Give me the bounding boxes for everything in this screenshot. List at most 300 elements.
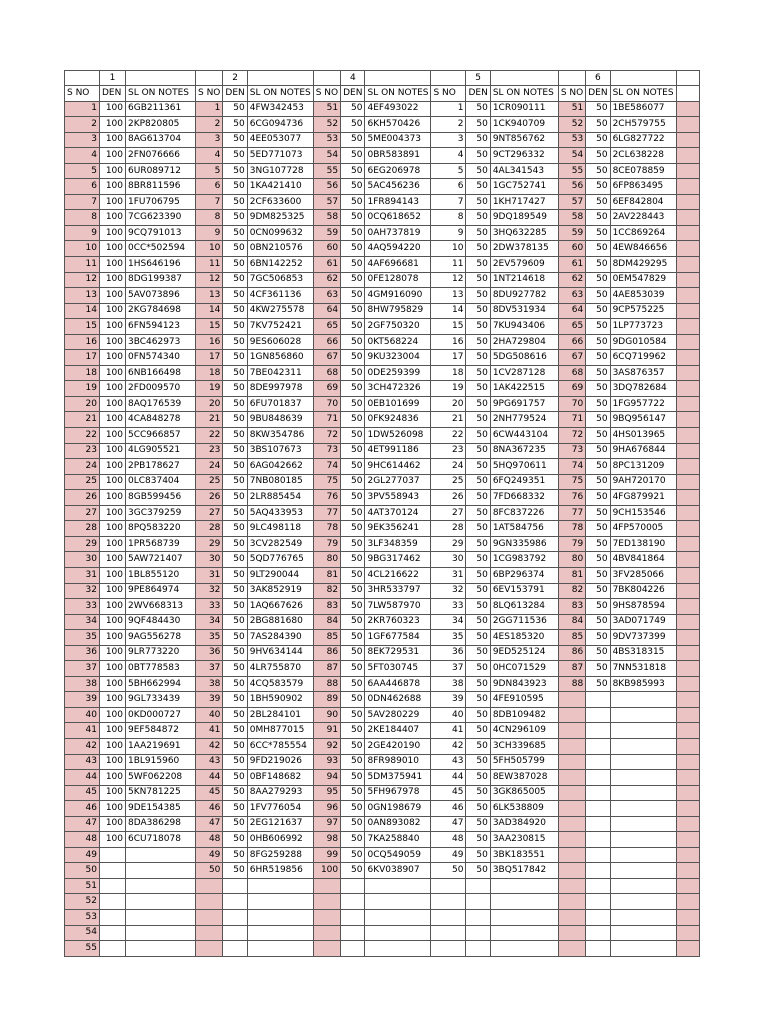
serial-number-cell: 1FV776054 — [247, 801, 313, 817]
serial-index-cell: 51 — [313, 101, 340, 117]
serial-index-cell: 3 — [65, 132, 100, 148]
serial-number-cell: 0EB101699 — [365, 396, 431, 412]
denomination-cell: 100 — [100, 443, 126, 459]
denomination-cell: 50 — [466, 210, 490, 226]
serial-index-cell — [558, 707, 585, 723]
denomination-cell: 100 — [100, 599, 126, 615]
serial-index-cell: 8 — [431, 210, 466, 226]
table-row — [65, 241, 700, 257]
column-header: SL ON NOTES — [247, 86, 313, 102]
serial-index-cell: 46 — [196, 801, 223, 817]
serial-number-cell: 9DN843923 — [490, 676, 558, 692]
denomination-cell: 50 — [223, 707, 247, 723]
denomination-cell: 50 — [341, 645, 365, 661]
denomination-cell: 50 — [466, 117, 490, 133]
serial-number-cell — [490, 909, 558, 925]
serial-number-cell: 9HS878594 — [610, 599, 676, 615]
serial-index-cell: 43 — [65, 754, 100, 770]
denomination-cell — [100, 941, 126, 957]
denomination-cell: 100 — [100, 148, 126, 164]
denomination-cell: 50 — [341, 676, 365, 692]
serial-number-cell: 9DQ189549 — [490, 210, 558, 226]
serial-index-cell: 12 — [65, 272, 100, 288]
serial-index-cell: 55 — [313, 163, 340, 179]
serial-number-cell: 5ME004373 — [365, 132, 431, 148]
serial-number-cell: 1CG983792 — [490, 552, 558, 568]
serial-index-cell: 37 — [196, 661, 223, 677]
denomination-cell: 50 — [223, 847, 247, 863]
serial-number-cell: 8KW354786 — [247, 428, 313, 444]
denomination-cell: 50 — [586, 163, 610, 179]
denomination-cell: 50 — [466, 148, 490, 164]
serial-index-cell — [676, 941, 699, 957]
serial-number-cell: 6HR519856 — [247, 863, 313, 879]
serial-number-cell: 8HW795829 — [365, 303, 431, 319]
denomination-cell: 50 — [586, 225, 610, 241]
denomination-cell: 50 — [223, 770, 247, 786]
serial-index-cell: 70 — [313, 396, 340, 412]
table-row — [65, 630, 700, 646]
serial-index-cell: 9 — [65, 225, 100, 241]
denomination-cell: 50 — [466, 365, 490, 381]
denomination-cell: 50 — [223, 443, 247, 459]
denomination-cell: 100 — [100, 505, 126, 521]
serial-number-cell: 9AG556278 — [126, 630, 196, 646]
serial-index-cell: 44 — [196, 770, 223, 786]
serial-index-cell: 37 — [65, 661, 100, 677]
denomination-cell: 50 — [341, 521, 365, 537]
serial-index-cell: 1 — [65, 101, 100, 117]
serial-number-cell — [126, 878, 196, 894]
serial-number-cell: 6CQ719962 — [610, 350, 676, 366]
table-row — [65, 396, 700, 412]
serial-number-cell: 4HS013965 — [610, 428, 676, 444]
serial-index-cell: 48 — [65, 832, 100, 848]
serial-number-cell: 4CF361136 — [247, 288, 313, 304]
serial-number-cell — [126, 863, 196, 879]
serial-number-cell: 2KG784698 — [126, 303, 196, 319]
denomination-cell: 50 — [466, 863, 490, 879]
serial-index-cell: 55 — [558, 163, 585, 179]
serial-index-cell: 87 — [313, 661, 340, 677]
serial-index-cell: 59 — [313, 225, 340, 241]
table-row — [65, 163, 700, 179]
serial-number-cell: 6CU718078 — [126, 832, 196, 848]
serial-number-cell: 3HQ632285 — [490, 225, 558, 241]
serial-number-cell: 7BK804226 — [610, 583, 676, 599]
serial-number-cell: 3BS107673 — [247, 443, 313, 459]
serial-index-cell — [676, 257, 699, 273]
column-header — [676, 86, 699, 102]
denomination-cell: 50 — [586, 474, 610, 490]
blank-cell — [365, 71, 431, 86]
serial-index-cell: 16 — [431, 334, 466, 350]
denomination-cell: 50 — [586, 396, 610, 412]
denomination-cell: 50 — [223, 785, 247, 801]
serial-number-cell: 9HV634144 — [247, 645, 313, 661]
denomination-cell — [466, 909, 490, 925]
serial-number-cell: 4KW275578 — [247, 303, 313, 319]
serial-index-cell: 64 — [313, 303, 340, 319]
serial-index-cell: 26 — [431, 490, 466, 506]
serial-index-cell — [676, 785, 699, 801]
serial-index-cell: 4 — [196, 148, 223, 164]
denomination-cell: 50 — [341, 567, 365, 583]
serial-index-cell: 93 — [313, 754, 340, 770]
serial-index-cell: 40 — [65, 707, 100, 723]
serial-number-cell: 3CH339685 — [490, 738, 558, 754]
serial-index-cell: 62 — [558, 272, 585, 288]
serial-number-cell — [126, 894, 196, 910]
denomination-cell: 50 — [586, 552, 610, 568]
denomination-cell — [341, 941, 365, 957]
serial-index-cell: 33 — [196, 599, 223, 615]
serial-number-cell: 4AE853039 — [610, 288, 676, 304]
serial-index-cell: 100 — [313, 863, 340, 879]
serial-index-cell — [196, 941, 223, 957]
serial-index-cell: 10 — [431, 241, 466, 257]
serial-index-cell — [676, 925, 699, 941]
serial-index-cell: 34 — [431, 614, 466, 630]
denomination-cell — [586, 941, 610, 957]
serial-index-cell — [431, 941, 466, 957]
serial-index-cell: 24 — [431, 459, 466, 475]
serial-index-cell — [676, 832, 699, 848]
denomination-cell: 50 — [223, 163, 247, 179]
serial-index-cell — [676, 319, 699, 335]
serial-index-cell: 53 — [313, 132, 340, 148]
serial-number-cell: 5AC456236 — [365, 179, 431, 195]
serial-number-cell: 6AG042662 — [247, 459, 313, 475]
serial-index-cell: 60 — [313, 241, 340, 257]
denomination-cell: 50 — [466, 288, 490, 304]
denomination-cell: 50 — [223, 365, 247, 381]
denomination-cell: 50 — [466, 567, 490, 583]
serial-number-cell: 6EV153791 — [490, 583, 558, 599]
serial-number-cell: 1PR568739 — [126, 536, 196, 552]
table-row — [65, 738, 700, 754]
denomination-cell: 100 — [100, 101, 126, 117]
table-row — [65, 428, 700, 444]
serial-index-cell: 49 — [196, 847, 223, 863]
serial-number-cell: 9GN335986 — [490, 536, 558, 552]
serial-index-cell: 50 — [65, 863, 100, 879]
denomination-cell: 50 — [341, 459, 365, 475]
serial-number-cell: 4ES185320 — [490, 630, 558, 646]
table-row — [65, 117, 700, 133]
serial-index-cell — [558, 723, 585, 739]
denomination-cell — [100, 878, 126, 894]
serial-number-cell: 1HS646196 — [126, 257, 196, 273]
serial-number-cell: 9AH720170 — [610, 474, 676, 490]
serial-index-cell: 35 — [196, 630, 223, 646]
serial-number-cell: 8DB109482 — [490, 707, 558, 723]
denomination-cell: 100 — [100, 754, 126, 770]
serial-index-cell — [676, 801, 699, 817]
denomination-cell: 50 — [586, 614, 610, 630]
serial-index-cell: 28 — [65, 521, 100, 537]
serial-index-cell: 26 — [65, 490, 100, 506]
serial-index-cell: 36 — [196, 645, 223, 661]
serial-number-cell: 9BQ956147 — [610, 412, 676, 428]
serial-index-cell: 51 — [558, 101, 585, 117]
serial-number-cell: 4EF493022 — [365, 101, 431, 117]
table-row — [65, 334, 700, 350]
serial-number-cell: 3AS876357 — [610, 365, 676, 381]
denomination-cell: 50 — [586, 288, 610, 304]
denomination-cell: 50 — [466, 770, 490, 786]
denomination-cell — [223, 878, 247, 894]
serial-number-cell — [490, 941, 558, 957]
denomination-cell: 50 — [341, 614, 365, 630]
denomination-cell — [586, 738, 610, 754]
serial-index-cell: 13 — [196, 288, 223, 304]
denomination-cell: 50 — [341, 707, 365, 723]
serial-number-cell — [610, 754, 676, 770]
serial-index-cell: 84 — [313, 614, 340, 630]
denomination-cell: 50 — [223, 350, 247, 366]
denomination-cell: 50 — [586, 567, 610, 583]
denomination-cell: 50 — [341, 257, 365, 273]
serial-number-cell: 3AA230815 — [490, 832, 558, 848]
denomination-cell: 50 — [341, 599, 365, 615]
denomination-cell: 50 — [341, 132, 365, 148]
denomination-cell: 100 — [100, 521, 126, 537]
column-header: SL ON NOTES — [365, 86, 431, 102]
serial-index-cell: 23 — [196, 443, 223, 459]
serial-number-cell: 3HR533797 — [365, 583, 431, 599]
serial-index-cell: 1 — [431, 101, 466, 117]
denomination-cell: 100 — [100, 661, 126, 677]
serial-index-cell — [676, 163, 699, 179]
denomination-cell: 50 — [341, 396, 365, 412]
serial-index-cell: 88 — [313, 676, 340, 692]
serial-index-cell — [196, 878, 223, 894]
serial-index-cell: 61 — [313, 257, 340, 273]
serial-number-cell: 5QD776765 — [247, 552, 313, 568]
denomination-cell — [586, 801, 610, 817]
serial-index-cell: 42 — [65, 738, 100, 754]
denomination-cell: 50 — [466, 334, 490, 350]
denomination-cell: 100 — [100, 692, 126, 708]
serial-number-cell: 9EK356241 — [365, 521, 431, 537]
serial-index-cell — [676, 474, 699, 490]
denomination-cell: 50 — [586, 350, 610, 366]
serial-number-cell: 7KU943406 — [490, 319, 558, 335]
serial-index-cell: 41 — [65, 723, 100, 739]
serial-number-cell: 2DW378135 — [490, 241, 558, 257]
serial-number-cell: 1BH590902 — [247, 692, 313, 708]
denomination-cell: 50 — [466, 676, 490, 692]
serial-number-cell: 4FP570005 — [610, 521, 676, 537]
serial-index-cell — [676, 505, 699, 521]
denomination-cell: 50 — [341, 443, 365, 459]
serial-index-cell — [676, 738, 699, 754]
serial-number-cell: 5DG508616 — [490, 350, 558, 366]
serial-number-cell: 0BT778583 — [126, 661, 196, 677]
serial-index-cell: 25 — [65, 474, 100, 490]
serial-number-cell: 8DG199387 — [126, 272, 196, 288]
blank-cell — [196, 71, 223, 86]
serial-index-cell: 34 — [65, 614, 100, 630]
serial-index-cell: 2 — [431, 117, 466, 133]
serial-index-cell: 58 — [313, 210, 340, 226]
serial-number-cell: 3AD071749 — [610, 614, 676, 630]
serial-index-cell: 30 — [196, 552, 223, 568]
serial-number-cell: 6FQ249351 — [490, 474, 558, 490]
serial-number-cell: 6LG827722 — [610, 132, 676, 148]
serial-number-cell — [490, 925, 558, 941]
serial-number-cell: 1DW526098 — [365, 428, 431, 444]
serial-index-cell: 13 — [65, 288, 100, 304]
denomination-cell: 50 — [223, 505, 247, 521]
denomination-cell: 50 — [466, 816, 490, 832]
serial-number-cell: 1CK940709 — [490, 117, 558, 133]
serial-number-cell: 5FH505799 — [490, 754, 558, 770]
denomination-cell: 50 — [223, 832, 247, 848]
table-row — [65, 614, 700, 630]
denomination-cell: 100 — [100, 614, 126, 630]
denomination-cell: 100 — [100, 163, 126, 179]
denomination-cell: 50 — [466, 257, 490, 273]
denomination-cell: 100 — [100, 365, 126, 381]
serial-number-cell: 1CC869264 — [610, 225, 676, 241]
denomination-cell: 50 — [341, 272, 365, 288]
denomination-cell — [586, 770, 610, 786]
table-row — [65, 381, 700, 397]
serial-number-cell — [126, 941, 196, 957]
table-row — [65, 474, 700, 490]
serial-number-cell: 2WV668313 — [126, 599, 196, 615]
serial-index-cell — [676, 894, 699, 910]
serial-index-cell: 31 — [65, 567, 100, 583]
serial-index-cell: 34 — [196, 614, 223, 630]
serial-number-cell: 4GM916090 — [365, 288, 431, 304]
serial-index-cell: 28 — [431, 521, 466, 537]
serial-number-cell: 1LP773723 — [610, 319, 676, 335]
denomination-cell: 50 — [466, 443, 490, 459]
serial-index-cell — [558, 754, 585, 770]
serial-index-cell — [676, 661, 699, 677]
denomination-cell: 50 — [586, 630, 610, 646]
serial-index-cell — [676, 536, 699, 552]
denomination-cell: 100 — [100, 117, 126, 133]
denomination-cell: 50 — [341, 365, 365, 381]
serial-index-cell — [431, 894, 466, 910]
serial-index-cell: 24 — [196, 459, 223, 475]
serial-index-cell: 8 — [65, 210, 100, 226]
denomination-cell: 50 — [341, 816, 365, 832]
serial-index-cell: 58 — [558, 210, 585, 226]
denomination-cell: 50 — [466, 645, 490, 661]
serial-index-cell — [676, 148, 699, 164]
serial-number-cell: 4FE910595 — [490, 692, 558, 708]
denomination-cell — [223, 925, 247, 941]
serial-number-cell: 7FD668332 — [490, 490, 558, 506]
denomination-cell: 50 — [223, 630, 247, 646]
table-row — [65, 101, 700, 117]
serial-number-cell — [610, 878, 676, 894]
serial-index-cell — [558, 863, 585, 879]
serial-index-cell: 9 — [196, 225, 223, 241]
serial-index-cell — [431, 925, 466, 941]
serial-index-cell: 3 — [431, 132, 466, 148]
denomination-cell: 50 — [341, 738, 365, 754]
serial-index-cell: 7 — [431, 194, 466, 210]
serial-number-cell — [247, 941, 313, 957]
serial-number-cell: 5AV073896 — [126, 288, 196, 304]
serial-index-cell: 97 — [313, 816, 340, 832]
serial-number-cell: 1BE586077 — [610, 101, 676, 117]
serial-index-cell: 66 — [558, 334, 585, 350]
serial-number-cell: 1KH717427 — [490, 194, 558, 210]
serial-number-cell — [610, 816, 676, 832]
denomination-cell: 100 — [100, 816, 126, 832]
denomination-cell: 50 — [341, 801, 365, 817]
blank-cell — [247, 71, 313, 86]
serial-index-cell: 85 — [558, 630, 585, 646]
serial-index-cell: 36 — [431, 645, 466, 661]
denomination-cell: 50 — [341, 770, 365, 786]
serial-index-cell: 72 — [313, 428, 340, 444]
serial-number-cell — [610, 863, 676, 879]
serial-index-cell: 45 — [65, 785, 100, 801]
serial-index-cell: 3 — [196, 132, 223, 148]
denomination-cell — [586, 894, 610, 910]
serial-number-cell — [365, 894, 431, 910]
serial-number-cell: 4AT370124 — [365, 505, 431, 521]
denomination-cell: 100 — [100, 832, 126, 848]
table-row — [65, 521, 700, 537]
serial-number-cell: 2KR760323 — [365, 614, 431, 630]
serial-number-cell: 9PG691757 — [490, 396, 558, 412]
serial-index-cell: 38 — [65, 676, 100, 692]
serial-index-cell: 18 — [196, 365, 223, 381]
serial-number-cell: 5AW721407 — [126, 552, 196, 568]
serial-index-cell — [676, 412, 699, 428]
denomination-cell: 50 — [223, 552, 247, 568]
denomination-cell: 100 — [100, 770, 126, 786]
serial-index-cell — [196, 925, 223, 941]
serial-number-cell: 0HC071529 — [490, 661, 558, 677]
serial-index-cell: 38 — [431, 676, 466, 692]
serial-number-cell: 6AA446878 — [365, 676, 431, 692]
serial-number-cell: 8EK729531 — [365, 645, 431, 661]
serial-index-cell: 24 — [65, 459, 100, 475]
table-row — [65, 816, 700, 832]
denomination-cell: 100 — [100, 334, 126, 350]
serial-number-cell: 2CL638228 — [610, 148, 676, 164]
serial-number-cell — [365, 909, 431, 925]
serial-index-cell: 6 — [65, 179, 100, 195]
serial-index-cell: 82 — [558, 583, 585, 599]
denomination-cell: 50 — [466, 412, 490, 428]
serial-number-cell: 9CP575225 — [610, 303, 676, 319]
serial-index-cell: 6 — [196, 179, 223, 195]
denomination-cell: 100 — [100, 194, 126, 210]
denomination-cell: 50 — [223, 179, 247, 195]
serial-index-cell: 52 — [313, 117, 340, 133]
serial-number-cell: 6CW443104 — [490, 428, 558, 444]
serial-index-cell: 13 — [431, 288, 466, 304]
serial-index-cell: 17 — [65, 350, 100, 366]
denomination-cell: 100 — [100, 645, 126, 661]
serial-index-cell: 23 — [431, 443, 466, 459]
denomination-cell: 50 — [223, 645, 247, 661]
denomination-cell: 50 — [341, 319, 365, 335]
table-row — [65, 490, 700, 506]
serial-index-cell — [313, 925, 340, 941]
